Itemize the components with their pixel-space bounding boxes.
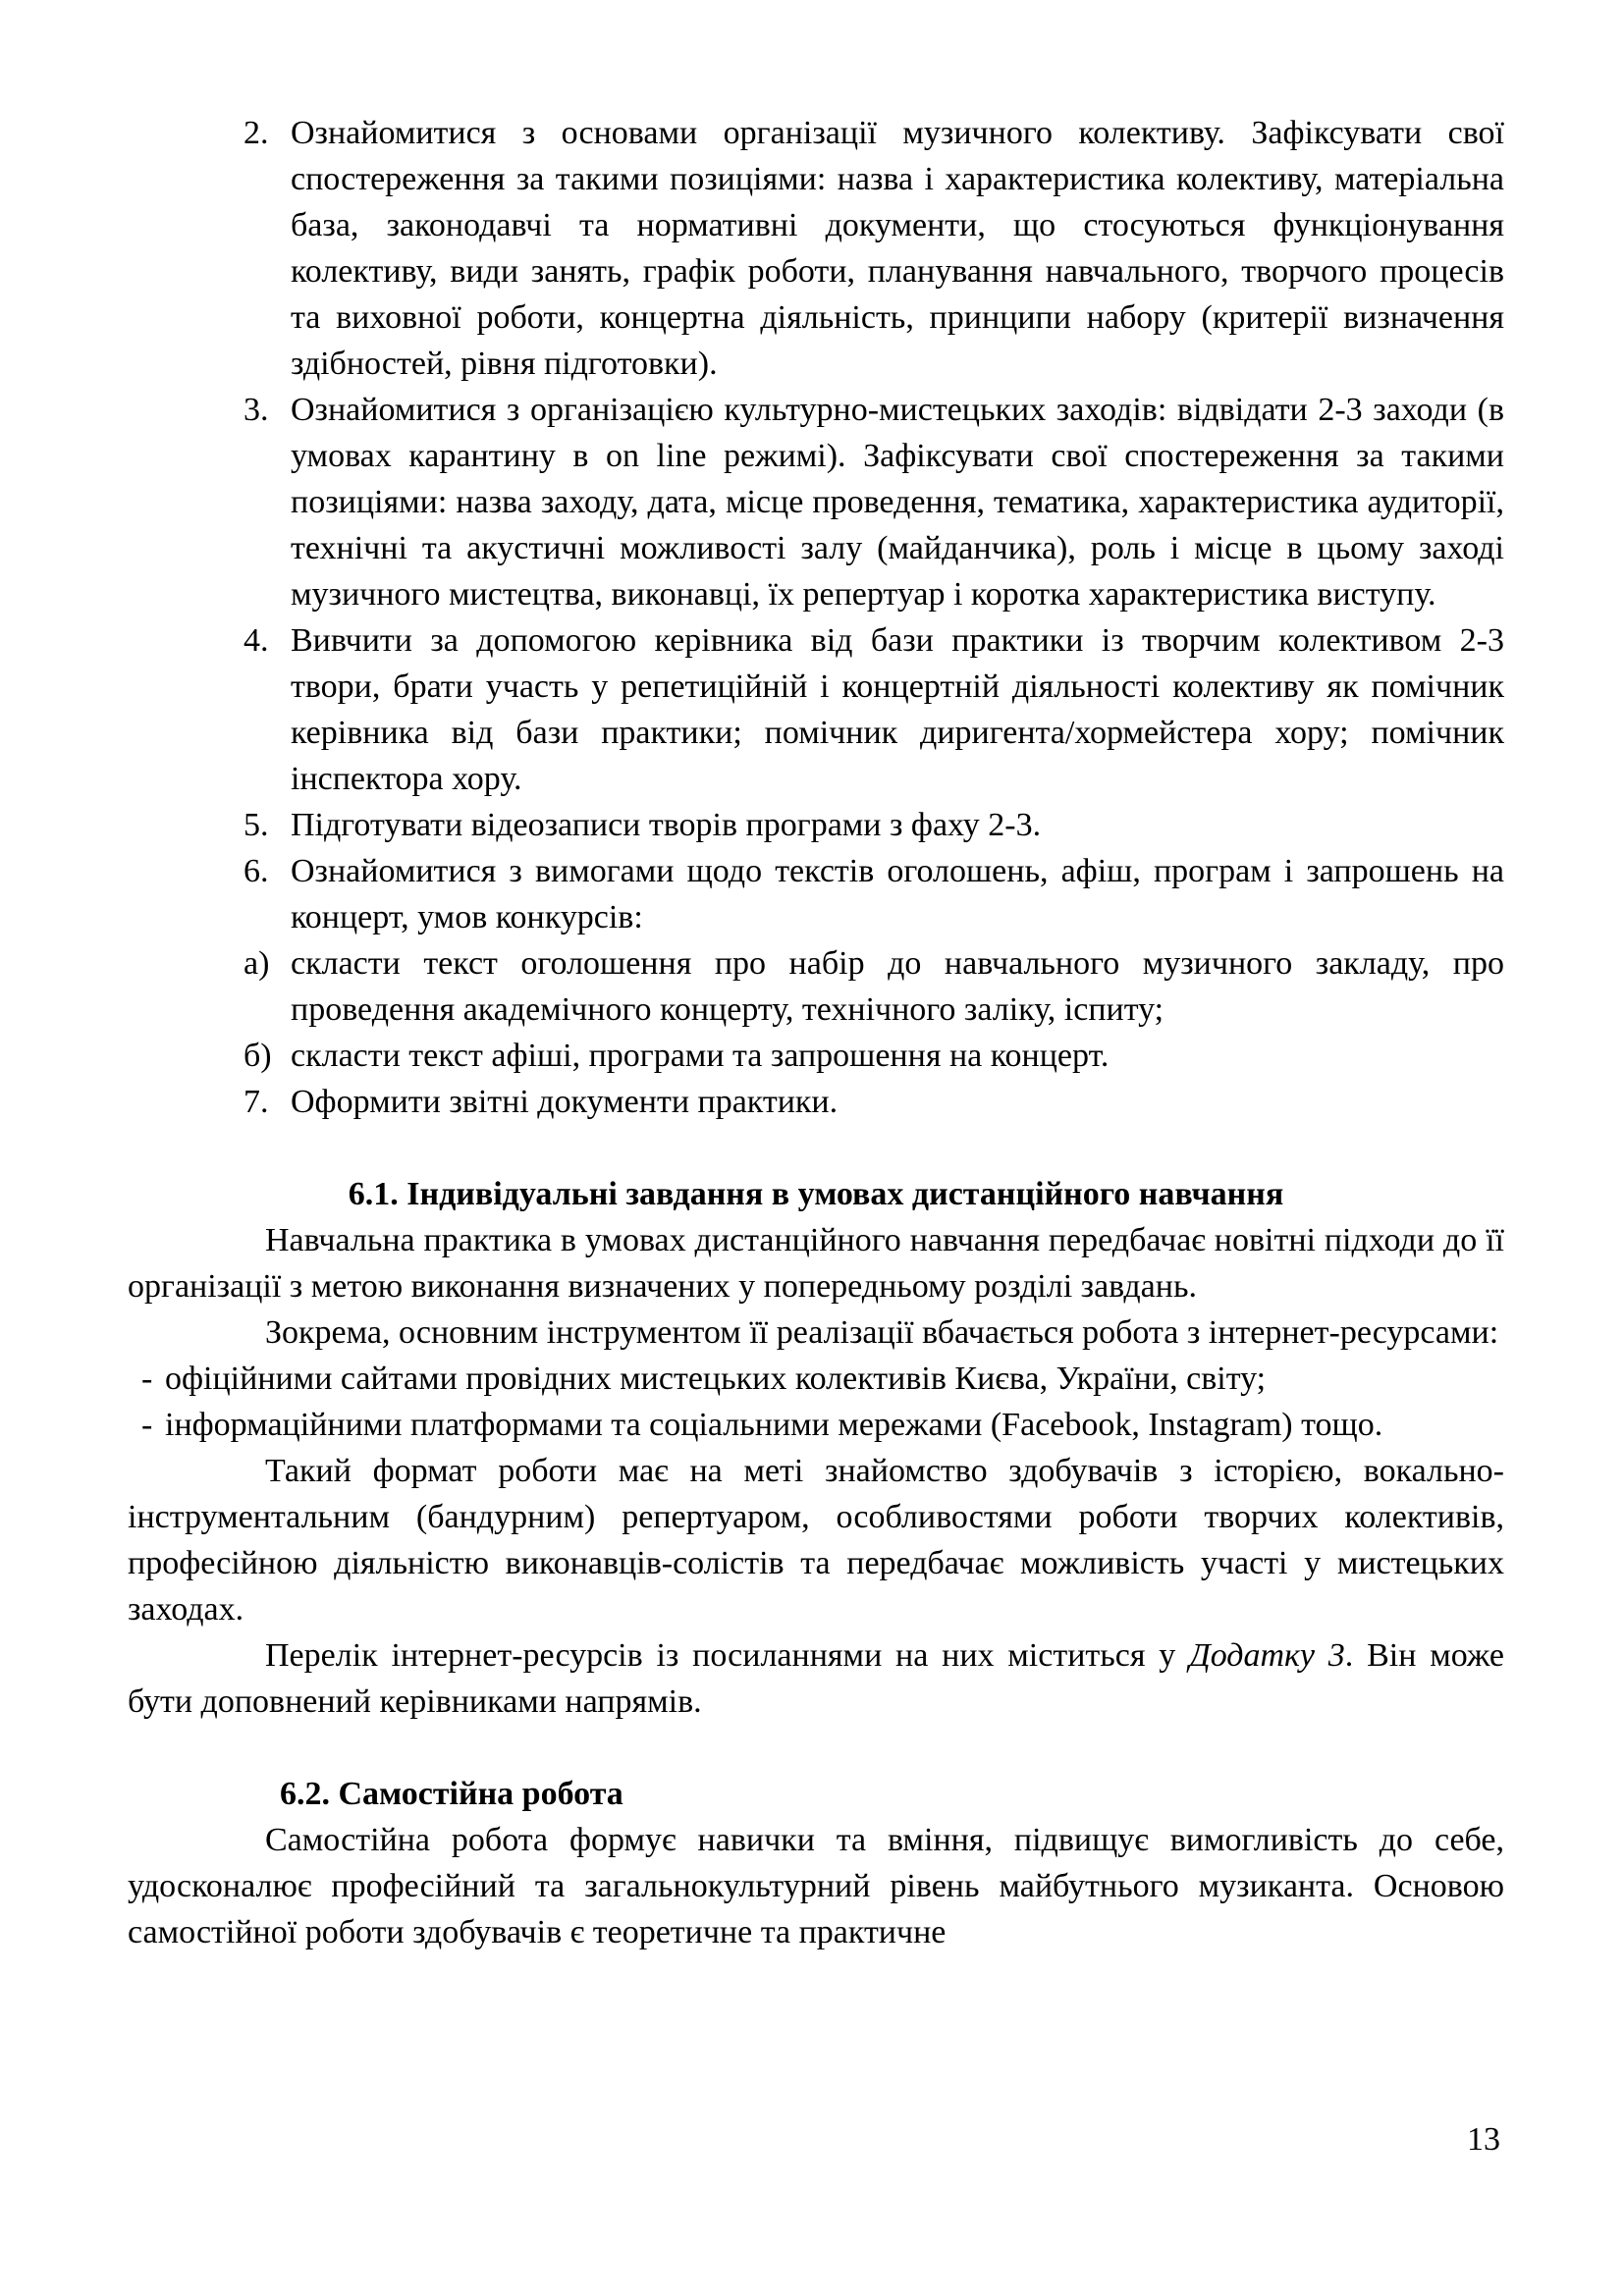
- list-marker: 2.: [244, 115, 269, 151]
- task-item-7: [128, 1079, 1504, 1125]
- bullet-item-platforms: [128, 1402, 1504, 1448]
- task-item-3: [128, 387, 1504, 617]
- bullet-text: інформаційними платформами та соціальними мережами (Facebook, Instagram) тощо.: [165, 1407, 1383, 1443]
- task-text: Ознайомитися з організацією культурно-мистецьких заходів: відвідати 2-3 заходи (в умовах карантину в on line режимі). Зафіксувати свої спостереження за такими позиціями: назва заходу, дата, місце проведення, тематика, характеристика аудиторії, технічні та акустичні можливості залу (майданчика), роль і місце в цьому заході музичного мистецтва, виконавці, їх репертуар і коротка характеристика виступу.: [291, 392, 1504, 613]
- task-text: скласти текст оголошення про набір до навчального музичного закладу, про проведення академічного концерту, технічного заліку, іспиту;: [291, 945, 1504, 1028]
- paragraph-work-format: Такий формат роботи має на меті знайомство здобувачів з історією, вокально-інструментальним (бандурним) репертуаром, особливостями роботи творчих колективів, професійною діяльністю виконавців-солістів та передбачає можливість участі у мистецьких заходах.: [128, 1453, 1504, 1628]
- section-heading-6-1: 6.1. Індивідуальні завдання в умовах дистанційного навчання: [348, 1176, 1284, 1212]
- appendix-note-before: Перелік інтернет-ресурсів із посиланнями на них міститься у: [265, 1637, 1190, 1674]
- list-marker: 4.: [244, 622, 269, 659]
- dash-marker: -: [141, 1407, 153, 1443]
- bullet-text: офіційними сайтами провідних мистецьких колективів Києва, України, світу;: [165, 1361, 1267, 1397]
- task-text: скласти текст афіші, програми та запрошення на концерт.: [291, 1038, 1110, 1074]
- paragraph-internet-resources-intro: Зокрема, основним інструментом її реалізації вбачається робота з інтернет-ресурсами:: [265, 1314, 1499, 1351]
- section-heading-6-2: 6.2. Самостійна робота: [280, 1776, 623, 1812]
- list-marker: 3.: [244, 392, 269, 428]
- list-marker: 6.: [244, 853, 269, 889]
- page-content: [128, 110, 1504, 1955]
- list-marker: 7.: [244, 1084, 269, 1120]
- appendix-reference: Додатку 3: [1189, 1637, 1345, 1674]
- list-marker: 5.: [244, 807, 269, 843]
- task-item-5: [128, 802, 1504, 848]
- paragraph-distance-learning-intro: Навчальна практика в умовах дистанційного навчання передбачає новітні підходи до її організації з метою виконання визначених у попередньому розділі завдань.: [128, 1222, 1504, 1305]
- paragraph-independent-work: Самостійна робота формує навички та вміння, підвищує вимогливість до себе, удосконалює професійний та загальнокультурний рівень майбутнього музиканта. Основою самостійної роботи здобувачів є теоретичне та практичне: [128, 1822, 1504, 1950]
- appendix-note-after: . Він може бути доповнений керівниками напрямів.: [128, 1637, 1504, 1720]
- task-text: Вивчити за допомогою керівника від бази практики із творчим колективом 2-3 твори, брати участь у репетиційній і концертній діяльності колективу як помічник керівника від бази практики; помічник диригента/хормейстера хору; помічник інспектора хору.: [291, 622, 1504, 797]
- dash-marker: -: [141, 1361, 153, 1397]
- task-item-2: [128, 110, 1504, 387]
- paragraph-appendix-note: [128, 1632, 1504, 1725]
- subtask-item-a: [128, 940, 1504, 1033]
- task-item-4: [128, 617, 1504, 802]
- list-marker: а): [244, 945, 270, 982]
- task-text: Ознайомитися з основами організації музичного колективу. Зафіксувати свої спостереження за такими позиціями: назва і характеристика колективу, матеріальна база, законодавчі та нормативні документи, що стосуються функціонування колективу, види занять, графік роботи, планування навчального, творчого процесів та виховної роботи, концертна діяльність, принципи набору (критерії визначення здібностей, рівня підготовки).: [291, 115, 1504, 382]
- page-number: 13: [1467, 2121, 1500, 2158]
- bullet-item-official-sites: [128, 1356, 1504, 1402]
- list-marker: б): [244, 1038, 272, 1074]
- subtask-item-b: [128, 1033, 1504, 1079]
- task-text: Підготувати відеозаписи творів програми з фаху 2-3.: [291, 807, 1042, 843]
- task-text: Оформити звітні документи практики.: [291, 1084, 839, 1120]
- task-item-6: [128, 848, 1504, 940]
- task-text: Ознайомитися з вимогами щодо текстів оголошень, афіш, програм і запрошень на концерт, умов конкурсів:: [291, 853, 1504, 935]
